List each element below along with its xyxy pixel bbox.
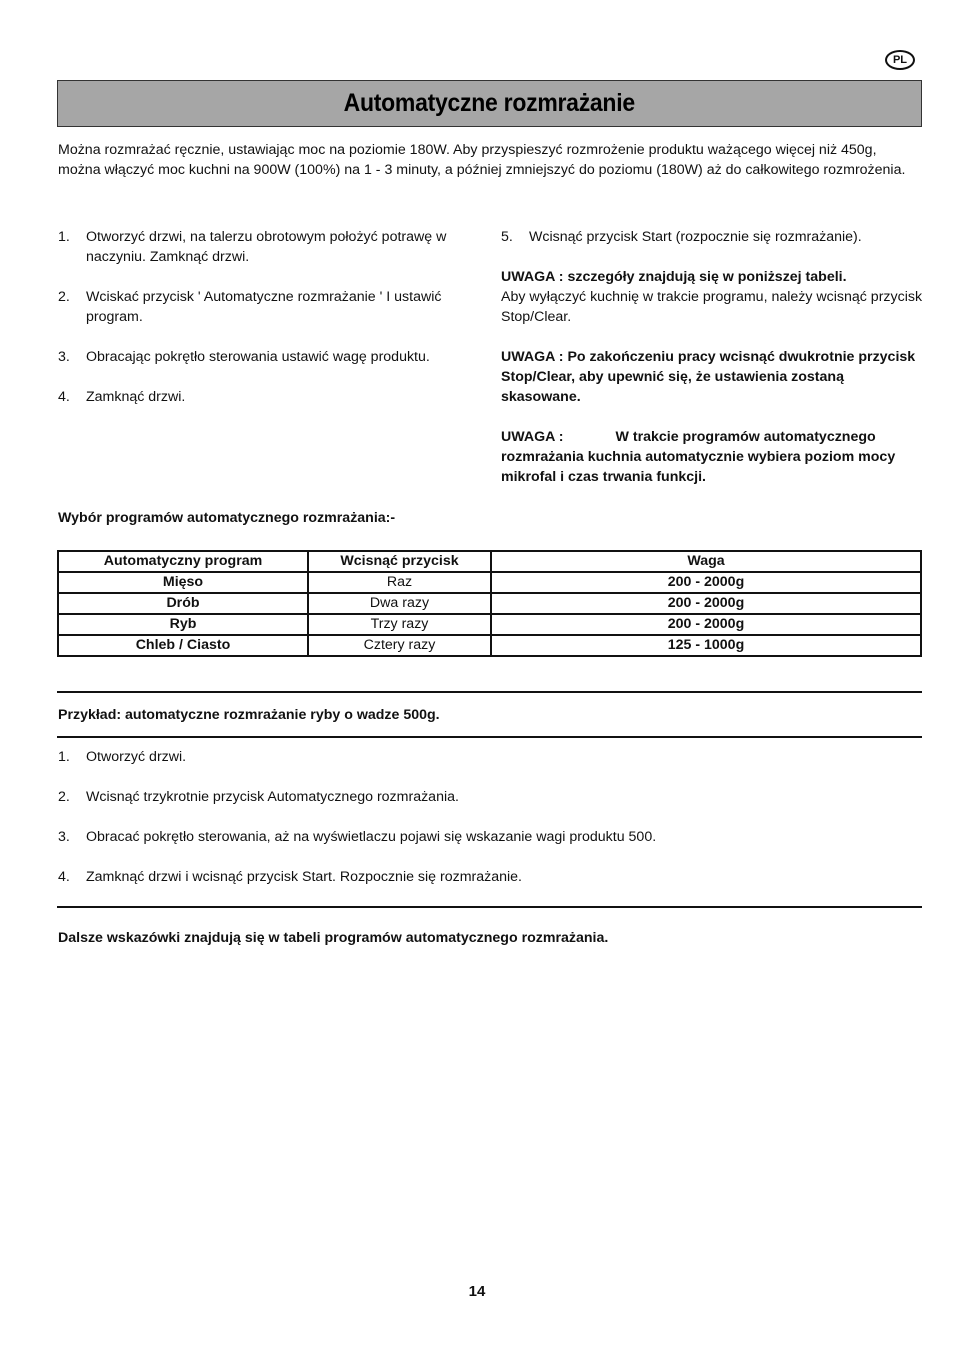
- note-table-reference: UWAGA : szczegóły znajdują się w poniższej tabeli.: [501, 269, 847, 285]
- weight-cell: 125 - 1000g: [491, 635, 921, 656]
- step-text: Wcisnąć trzykrotnie przycisk Automatycznego rozmrażania.: [86, 789, 459, 805]
- steps-right-column: [501, 227, 926, 487]
- step-number: 1.: [58, 749, 70, 765]
- step-text: Zamknąć drzwi.: [86, 389, 186, 405]
- step-number: 2.: [58, 789, 70, 805]
- title-bar: [57, 80, 922, 127]
- note-label: UWAGA :: [501, 429, 564, 445]
- footer-note: Dalsze wskazówki znajdują się w tabeli programów automatycznego rozmrażania.: [58, 930, 609, 946]
- step-item: [501, 227, 926, 247]
- intro-paragraph: Można rozmrażać ręcznie, ustawiając moc na poziomie 180W. Aby przyspieszyć rozmrożenie produktu ważącego więcej niż 450g, można włączyć moc kuchni na 900W (100%) na 1 - 3 minuty, a później zmniejszyć do poziomu (180W) aż do całkowitego rozmrożenia.: [58, 142, 906, 178]
- page-number: 14: [468, 1283, 486, 1300]
- step-item: [58, 787, 920, 807]
- step-number: 3.: [58, 349, 70, 365]
- step-item: [58, 347, 483, 367]
- press-count-cell: Dwa razy: [308, 593, 491, 614]
- column-header: Wcisnąć przycisk: [308, 551, 491, 572]
- step-text: Otworzyć drzwi, na talerzu obrotowym położyć potrawę w naczyniu. Zamknąć drzwi.: [86, 229, 447, 265]
- press-count-cell: Raz: [308, 572, 491, 593]
- column-header: Automatyczny program: [58, 551, 308, 572]
- step-number: 4.: [58, 869, 70, 885]
- table-row: [58, 614, 921, 635]
- example-heading: Przykład: automatyczne rozmrażanie ryby o wadze 500g.: [58, 707, 440, 723]
- step-number: 3.: [58, 829, 70, 845]
- step-item: [58, 287, 483, 327]
- column-header: Waga: [491, 551, 921, 572]
- program-cell: Drób: [58, 593, 308, 614]
- program-cell: Mięso: [58, 572, 308, 593]
- page-title: Automatyczne rozmrażanie: [343, 89, 636, 117]
- weight-cell: 200 - 2000g: [491, 572, 921, 593]
- press-count-cell: Cztery razy: [308, 635, 491, 656]
- step-item: [58, 227, 483, 267]
- note-auto-power: [501, 427, 926, 487]
- step-text: Obracając pokrętło sterowania ustawić wagę produktu.: [86, 349, 430, 365]
- table-header-row: [58, 551, 921, 572]
- program-cell: Ryb: [58, 614, 308, 635]
- step-number: 4.: [58, 389, 70, 405]
- note-stop-clear: Aby wyłączyć kuchnię w trakcie programu, należy wcisnąć przycisk Stop/Clear.: [501, 289, 923, 325]
- table-row: [58, 593, 921, 614]
- program-cell: Chleb / Ciasto: [58, 635, 308, 656]
- divider-line: [57, 736, 922, 738]
- step-item: [58, 867, 920, 887]
- step-item: [58, 747, 920, 767]
- note-text: W trakcie programów automatycznego rozmrażania kuchnia automatycznie wybiera poziom mocy mikrofal i czas trwania funkcji.: [501, 429, 896, 485]
- step-item: [58, 387, 483, 407]
- step-number: 2.: [58, 289, 70, 305]
- step-number: 5.: [501, 229, 513, 245]
- press-count-cell: Trzy razy: [308, 614, 491, 635]
- step-number: 1.: [58, 229, 70, 245]
- programs-table: [57, 550, 922, 657]
- weight-cell: 200 - 2000g: [491, 614, 921, 635]
- table-row: [58, 635, 921, 656]
- divider-line: [57, 906, 922, 908]
- step-text: Otworzyć drzwi.: [86, 749, 187, 765]
- step-text: Wciskać przycisk ' Automatyczne rozmrażanie ' I ustawić program.: [86, 289, 442, 325]
- note-reset-settings: UWAGA : Po zakończeniu pracy wcisnąć dwukrotnie przycisk Stop/Clear, aby upewnić się, że ustawienia zostaną skasowane.: [501, 349, 916, 405]
- step-item: [58, 827, 920, 847]
- divider-line: [57, 691, 922, 693]
- table-heading: Wybór programów automatycznego rozmrażania:-: [58, 510, 396, 526]
- table-row: [58, 572, 921, 593]
- step-text: Zamknąć drzwi i wcisnąć przycisk Start. Rozpocznie się rozmrażanie.: [86, 869, 523, 885]
- language-badge: PL: [885, 50, 915, 70]
- weight-cell: 200 - 2000g: [491, 593, 921, 614]
- step-text: Obracać pokrętło sterowania, aż na wyświetlaczu pojawi się wskazanie wagi produktu 500.: [86, 829, 657, 845]
- example-steps: [58, 747, 920, 907]
- steps-left-column: [58, 227, 483, 427]
- step-text: Wcisnąć przycisk Start (rozpocznie się rozmrażanie).: [529, 229, 862, 245]
